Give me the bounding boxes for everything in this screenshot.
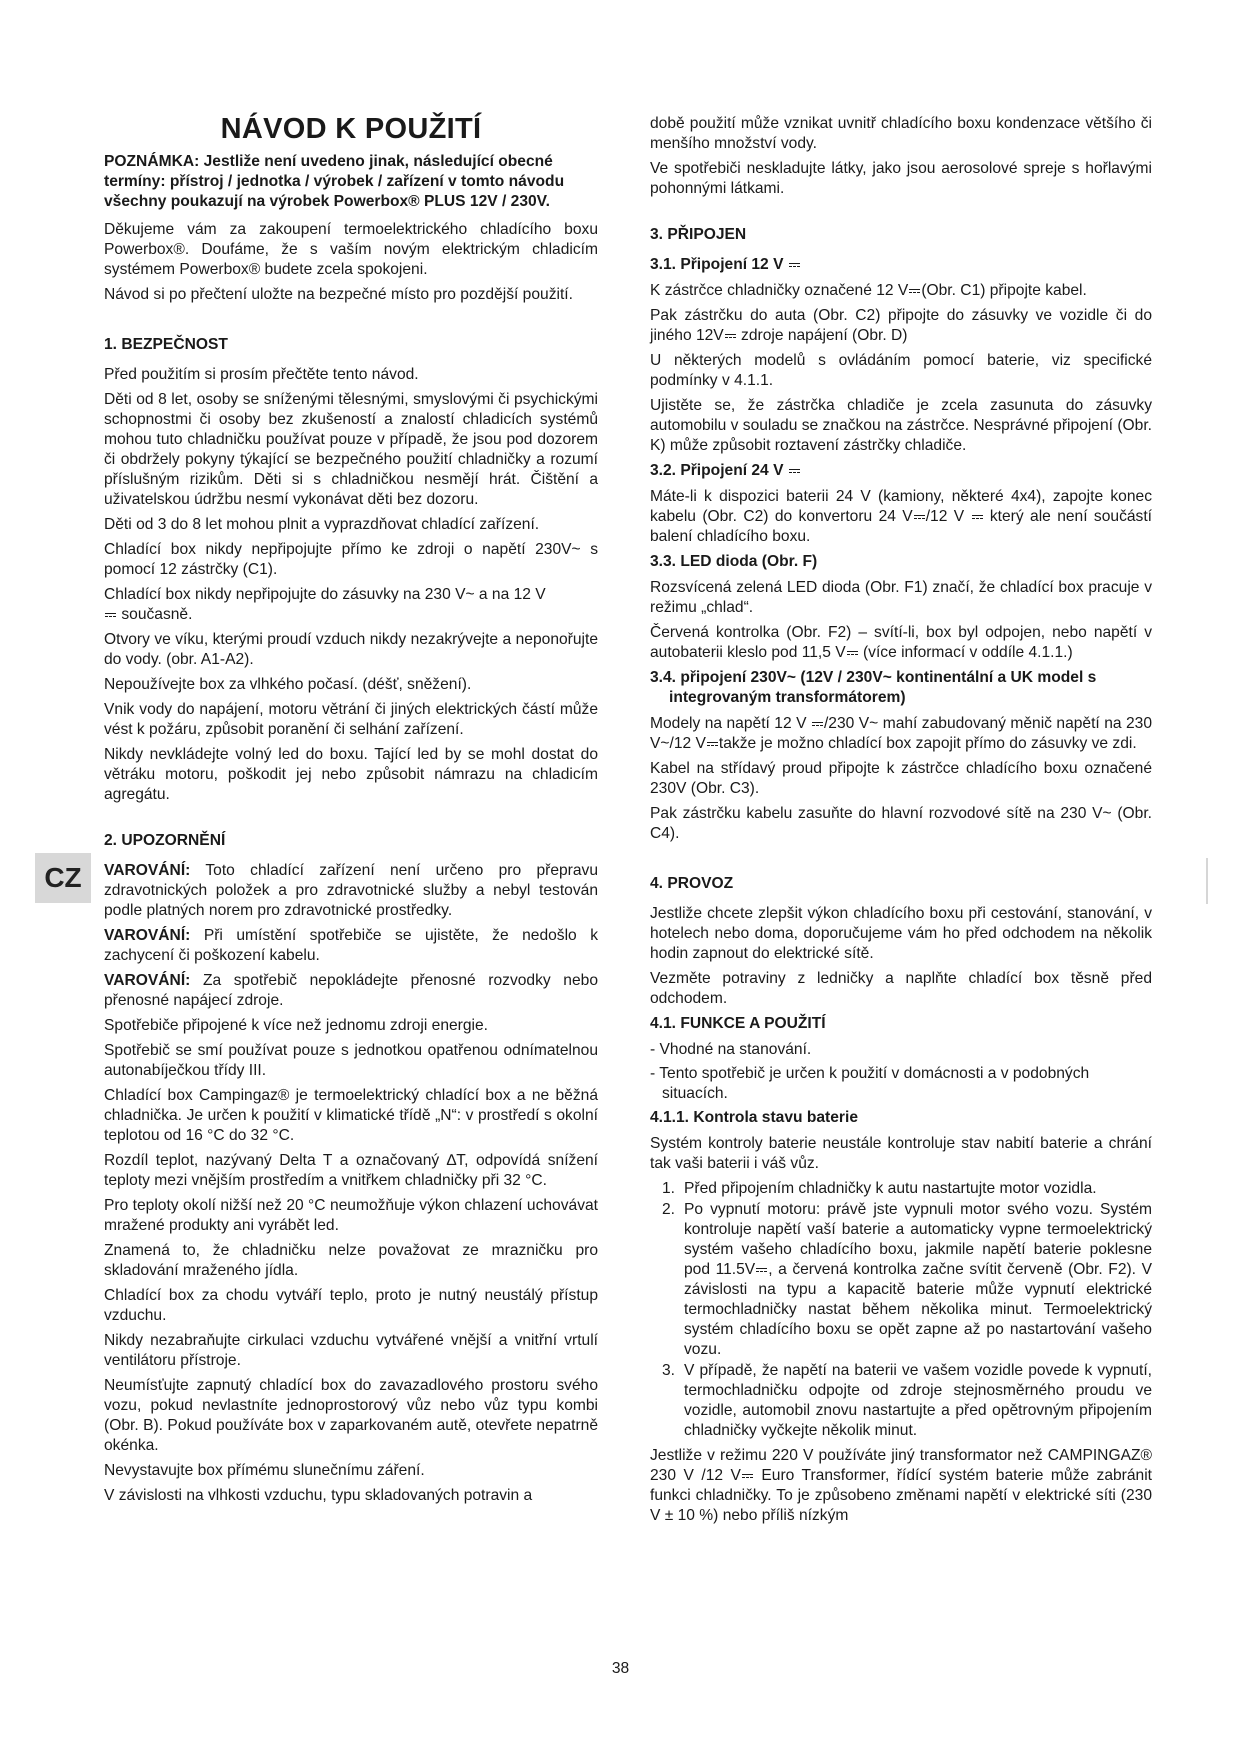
list-item: - Tento spotřebič je určen k použití v domácnosti a v podobných situacích. — [650, 1065, 1090, 1102]
paragraph: Chladící box za chodu vytváří teplo, proto je nutný neustálý přístup vzduchu. — [104, 1287, 598, 1324]
paragraph: Před použitím si prosím přečtěte tento návod. — [104, 366, 419, 383]
warning-paragraph — [104, 971, 598, 1011]
paragraph: U některých modelů s ovládáním pomocí baterie, viz specifické podmínky v 4.1.1. — [650, 352, 1152, 389]
list-item: - Vhodné na stanování. — [650, 1041, 812, 1058]
paragraph: Pak zástrčku kabelu zasuňte do hlavní rozvodové sítě na 230 V~ (Obr. C4). — [650, 805, 1152, 842]
paragraph: Znamená to, že chladničku nelze považovat ze mrazničku pro skladování mraženého jídla. — [104, 1242, 598, 1279]
text: V případě, že napětí na baterii ve vašem vozidle povede k vypnutí, termochladničku odpojte od zdroje stejnosměrného proudu ve vozidle, automobil znovu nastartujte a před opětrovným připojením chladničky vyčkejte několik minut. — [684, 1362, 1152, 1439]
warning-paragraph — [104, 861, 598, 921]
paragraph — [650, 623, 1152, 663]
text: Při umístění spotřebiče se ujistěte, že nedošlo k zachycení či poškození kabelu. — [104, 927, 598, 964]
paragraph — [104, 585, 598, 625]
paragraph: Rozdíl teplot, nazývaný Delta T a označovaný ∆T, odpovídá snížení teploty mezi vnějším prostředím a vnitřkem chladničky při 32 °C. — [104, 1152, 598, 1189]
paragraph: Vnik vody do napájení, motoru větrání či jiných elektrických částí může vést k požáru, způsobit poranění či selhání zařízení. — [104, 701, 598, 738]
paragraph — [650, 306, 1152, 346]
right-column — [650, 114, 1152, 1531]
warning-label: VAROVÁNÍ: — [104, 927, 191, 944]
text: Máte-li k dispozici baterii 24 V (kamiony, některé 4x4), zapojte konec kabelu (Obr. C2) do konvertoru 24 V — [650, 488, 1152, 525]
paragraph: Otvory ve víku, kterými proudí vzduch nikdy nezakrývejte a neponořujte do vody. (obr. A1-A2). — [104, 631, 598, 668]
dc-symbol-icon — [914, 513, 925, 521]
text: integrovaným transformátorem) — [669, 689, 906, 706]
section-heading-connection: 3. PŘIPOJEN — [650, 226, 747, 243]
intro-paragraph: Děkujeme vám za zakoupení termoelektrického chladícího boxu Powerbox®. Doufáme, že s vaším novým elektrickým chladicím systémem Powerbox® budete zcela spokojeni. — [104, 221, 598, 278]
text: Euro Transformer, řídící systém baterie může zabránit funkci chladničky. To je způsobeno změnami napětí v elektrické síti (230 V ± 10 %) nebo příliš nízkým — [650, 1467, 1153, 1524]
dc-symbol-icon — [725, 332, 736, 340]
paragraph: Neumísťujte zapnutý chladící box do zavazadlového prostoru svého vozu, pokud nevlastníte jednoprostorový vůz nebo vůz typu kombi (Obr. B). Pokud používáte box v zaparkovaném autě, otevřete nepatrně okénka. — [104, 1377, 598, 1454]
text: /12 V — [925, 508, 965, 525]
paragraph: Kabel na střídavý proud připojte k zástrčce chladícího boxu označené 230V (Obr. C3). — [650, 760, 1152, 797]
text: který ale není součástí balení chladícího boxu. — [650, 508, 1152, 545]
paragraph: Děti od 3 do 8 let mohou plnit a vyprazdňovat chladící zařízení. — [104, 516, 540, 533]
page-title: NÁVOD K POUŽITÍ — [220, 113, 482, 145]
paragraph: Pro teploty okolí nižší než 20 °C neumožňuje výkon chlazení uchovávat mražené produkty ani vyrábět led. — [104, 1197, 598, 1234]
paragraph: Chladící box nikdy nepřipojujte přímo ke zdroji o napětí 230V~ s pomocí 12 zástrčky (C1). — [104, 541, 598, 578]
list-item: 2. Po vypnutí motoru: právě jste vypnuli motor svého vozu. Systém kontroluje napětí vaší baterie a automaticky vypne termoelektrický systém vašeho chladícího boxu, jakmile napětí baterie poklesne pod 11.5V , a červená kontrolka začne svítit červeně (Obr. F2). V závislosti na typu a kapacitě baterie může vypnutí elektrické termochladničky nastat během několika minut. Termoelektrický systém chladícího boxu se opět zapne až po nastartování vašeho vozu. — [662, 1201, 1152, 1358]
left-column — [104, 112, 598, 1511]
text: 3.4. připojení 230V~ (12V / 230V~ kontinentální a UK model s — [650, 669, 1097, 686]
paragraph: V závislosti na vlhkosti vzduchu, typu skladovaných potravin a — [104, 1487, 533, 1504]
text: (více informací v oddíle 4.1.1.) — [858, 644, 1073, 661]
subsection-title — [650, 668, 1152, 708]
paragraph: Děti od 8 let, osoby se sníženými tělesnými, smyslovými či psychickými schopnostmi či osoby bez zkušeností a znalostí chladicích systémů mohou tuto chladničku používat pouze v případě, že jsou pod dozorem či obdržely pokyny týkající se bezpečného použití chladničky a rozumí příslušným rizikům. Děti si s chladničkou nesmějí hrát. Čištění a uživatelskou údržbu nesmí vykonávat děti bez dozoru. — [104, 391, 598, 508]
dc-symbol-icon — [742, 1472, 753, 1480]
text: takže je možno chladící box zapojit přímo do zásuvky ve zdi. — [718, 735, 1137, 752]
paragraph: době použití může vznikat uvnitř chladícího boxu kondenzace většího či menšího množství vody. — [650, 115, 1152, 152]
paragraph — [650, 281, 1152, 301]
dc-symbol-icon — [909, 287, 920, 295]
subsection-title: 4.1. FUNKCE A POUŽITÍ — [650, 1015, 826, 1032]
dc-symbol-icon — [812, 720, 823, 728]
text: Za spotřebič nepokládejte přenosné rozvodky nebo přenosné napájecí zdroje. — [104, 972, 598, 1009]
paragraph: Vezměte potraviny z ledničky a naplňte chladící box těsně před odchodem. — [650, 970, 1152, 1007]
paragraph — [650, 1446, 1152, 1526]
warning-label: VAROVÁNÍ: — [104, 972, 191, 989]
paragraph — [650, 487, 1152, 547]
paragraph: Nepoužívejte box za vlhkého počasí. (déšť, sněžení). — [104, 676, 472, 693]
numbered-list — [650, 1179, 1152, 1441]
language-badge: CZ — [35, 853, 91, 903]
warning-label: VAROVÁNÍ: — [104, 862, 191, 879]
dc-symbol-icon — [789, 261, 800, 269]
text: Před připojením chladničky k autu nastartujte motor vozidla. — [684, 1180, 1097, 1197]
text: Chladící box nikdy nepřipojujte do zásuvky na 230 V~ a na 12 V — [104, 586, 546, 603]
paragraph: Ve spotřebiči neskladujte látky, jako jsou aerosolové spreje s hořlavými pohonnými látkami. — [650, 160, 1152, 197]
paragraph — [650, 714, 1152, 754]
page-number: 38 — [611, 1660, 630, 1677]
paragraph: Nikdy nezabraňujte cirkulaci vzduchu vytvářené vnější a vnitřní vrtulí ventilátoru přístroje. — [104, 1332, 598, 1369]
paragraph: Chladící box Campingaz® je termoelektrický chladící box a ne běžná chladnička. Je určen k použití v klimatické třídě „N“: v prostředí s okolní teplotou od 16 °C do 32 °C. — [104, 1087, 598, 1144]
text: Pak zástrčku do auta (Obr. C2) připojte do zásuvky ve vozidle či do jiného 12V — [650, 307, 1152, 344]
warning-paragraph — [104, 926, 598, 966]
dc-symbol-icon — [105, 611, 116, 619]
text: , a červená kontrolka začne svítit červeně (Obr. F2). V závislosti na typu a kapacitě baterie může vypnutí elektrické termochladničky nastat během několika minut. Termoelektrický systém chladícího boxu se opět zapne až po nastartování vašeho vozu. — [684, 1261, 1152, 1358]
section-heading-warnings: 2. UPOZORNĚNÍ — [104, 832, 226, 849]
text: Po vypnutí motoru: právě jste vypnuli motor svého vozu. Systém kontroluje napětí vaší baterie a automaticky vypne termoelektrický systém vašeho chladícího boxu, jakmile napětí baterie poklesne pod 11.5V — [684, 1201, 1152, 1278]
text: 3.2. Připojení 24 V — [650, 462, 784, 479]
dc-symbol-icon — [756, 1266, 767, 1274]
text: zdroje napájení (Obr. D) — [736, 327, 908, 344]
dc-symbol-icon — [972, 513, 983, 521]
dc-symbol-icon — [707, 740, 718, 748]
subsection-title: 3.3. LED dioda (Obr. F) — [650, 553, 818, 570]
text: Toto chladící zařízení není určeno pro přepravu zdravotnických položek a pro zdravotnické služby a nebyl testován podle platných norem pro zdravotnické prostředky. — [104, 862, 598, 919]
paragraph: Systém kontroly baterie neustále kontroluje stav nabití baterie a chrání tak vaši baterii i váš vůz. — [650, 1135, 1152, 1172]
subsection-title — [650, 461, 1152, 481]
paragraph: Nevystavujte box přímému slunečnímu záření. — [104, 1462, 425, 1479]
paragraph: Ujistěte se, že zástrčka chladiče je zcela zasunuta do zásuvky automobilu v souladu se značkou na zástrčce. Nesprávné připojení (Obr. K) může způsobit roztavení zástrčky chladiče. — [650, 397, 1152, 454]
paragraph: Spotřebič se smí používat pouze s jednotkou opatřenou odnímatelnou autonabíječkou třídy III. — [104, 1042, 598, 1079]
dc-symbol-icon — [789, 467, 800, 475]
subsection-title — [650, 255, 1152, 275]
text: Modely na napětí 12 V — [650, 715, 807, 732]
paragraph: Rozsvícená zelená LED dioda (Obr. F1) značí, že chladící box pracuje v režimu „chlad“. — [650, 579, 1152, 616]
paragraph: Nikdy nevkládejte volný led do boxu. Tající led by se mohl dostat do větráku motoru, poškodit jej nebo způsobit námrazu na chladicím agregátu. — [104, 746, 598, 803]
text: 3.1. Připojení 12 V — [650, 256, 784, 273]
note-paragraph: POZNÁMKA: Jestliže není uvedeno jinak, následující obecné termíny: přístroj / jednotka / výrobek / zařízení v tomto návodu všechny poukazují na výrobek Powerbox® PLUS 12V / 230V. — [104, 153, 565, 210]
intro-paragraph: Návod si po přečtení uložte na bezpečné místo pro pozdější použití. — [104, 286, 573, 303]
subsection-title: 4.1.1. Kontrola stavu baterie — [650, 1109, 858, 1126]
margin-mark — [1206, 858, 1208, 904]
section-heading-operation: 4. PROVOZ — [650, 875, 734, 892]
text: Červená kontrolka (Obr. F2) – svítí-li, box byl odpojen, nebo napětí v autobaterii kleslo pod 11,5 V — [650, 624, 1152, 661]
text: (Obr. C1) připojte kabel. — [921, 282, 1087, 299]
list-item: 1. Před připojením chladničky k autu nastartujte motor vozidla. — [662, 1180, 1097, 1197]
list-item: 3. V případě, že napětí na baterii ve vašem vozidle povede k vypnutí, termochladničku odpojte od zdroje stejnosměrného proudu ve vozidle, automobil znovu nastartujte a před opětrovným připojením chladničky vyčkejte několik minut. — [662, 1362, 1152, 1439]
text: současně. — [121, 606, 193, 623]
paragraph: Jestliže chcete zlepšit výkon chladícího boxu při cestování, stanování, v hotelech nebo doma, doporučujeme vám ho před odchodem na několik hodin zapnout do elektrické sítě. — [650, 905, 1152, 962]
text: Jestliže v režimu 220 V používáte jiný transformator než CAMPINGAZ® 230 V /12 V — [650, 1447, 1152, 1484]
paragraph: Spotřebiče připojené k více než jednomu zdroji energie. — [104, 1017, 489, 1034]
section-heading-safety: 1. BEZPEČNOST — [104, 336, 228, 353]
text: K zástrčce chladničky označené 12 V — [650, 282, 909, 299]
dc-symbol-icon — [847, 649, 858, 657]
text: /230 V~ mahí zabudovaný měnič napětí na 230 V~/12 V — [650, 715, 1153, 752]
